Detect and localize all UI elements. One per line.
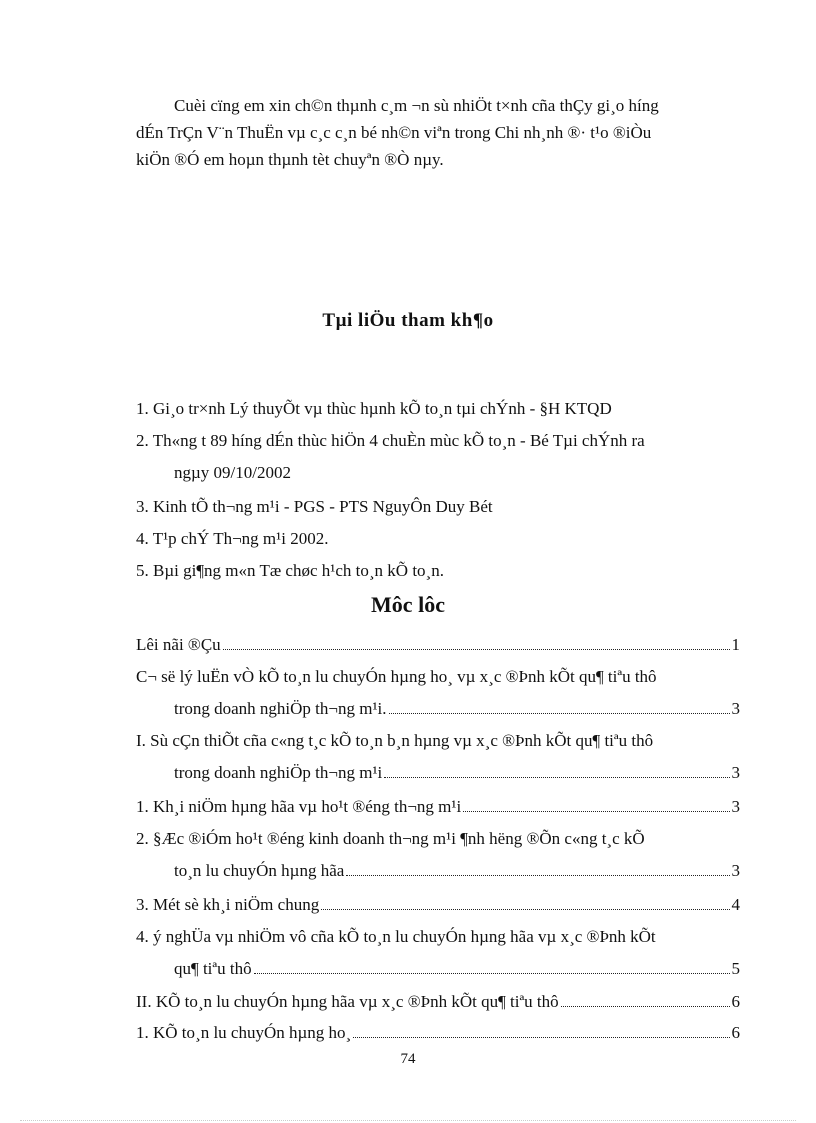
toc-entry-page: 3: [731, 763, 740, 782]
toc-leader: [389, 712, 730, 714]
toc-leader: [353, 1036, 729, 1038]
toc-entry-page: 3: [731, 699, 740, 718]
toc-entry-title: I. Sù cÇn thiÕt cña c«ng t¸c kÕ to¸n b¸n hµng vµ x¸c ®Þnh kÕt qu¶ tiªu thô: [136, 731, 654, 750]
paragraph-line: kiÖn ®Ó em hoµn thµnh tèt chuyªn ®Ò nµy.: [136, 150, 444, 169]
toc-heading: Môc lôc: [371, 592, 445, 617]
toc-entry-title: 1. KÕ to¸n lu chuyÓn hµng ho¸: [136, 1023, 352, 1042]
toc-entry-continued: [174, 698, 740, 720]
toc-entry-title: trong doanh nghiÖp th¬ng m¹i: [174, 763, 383, 782]
toc-entry: [136, 666, 740, 688]
toc-entry-continued: [174, 860, 740, 882]
toc-entry-continued: [174, 958, 740, 980]
toc-entry-title: to¸n lu chuyÓn hµng hãa: [174, 861, 345, 880]
references-heading: Tµi liÖu tham kh¶o: [322, 310, 494, 331]
paragraph-line: Cuèi cïng em xin ch©n thµnh c¸m ¬n sù nhiÖt t×nh cña thÇy gi¸o híng: [174, 96, 659, 115]
toc-entry-title: II. KÕ to¸n lu chuyÓn hµng hãa vµ x¸c ®Þnh kÕt qu¶ tiªu thô: [136, 992, 559, 1011]
toc-entry-page: 3: [731, 797, 740, 816]
toc-entry-title: Lêi nãi ®Çu: [136, 635, 221, 654]
toc-leader: [561, 1005, 730, 1007]
toc-entry-page: 6: [731, 992, 740, 1011]
toc-entry: [136, 991, 740, 1013]
reference-item: 3. Kinh tÕ th¬ng m¹i - PGS - PTS NguyÔn Duy Bét: [136, 497, 493, 516]
toc-entry-title: 3. Mét sè kh¸i niÖm chung: [136, 895, 320, 914]
toc-entry: [136, 894, 740, 916]
closing-paragraph: [136, 92, 739, 173]
toc-entry-title: 4. ý nghÜa vµ nhiÖm vô cña kÕ to¸n lu chuyÓn hµng hãa vµ x¸c ®Þnh kÕt: [136, 927, 656, 946]
reference-item: 4. T¹p chÝ Th¬ng m¹i 2002.: [136, 529, 329, 548]
toc-leader: [223, 648, 730, 650]
toc-entry-page: 4: [731, 895, 740, 914]
toc-entry-page: 3: [731, 861, 740, 880]
page-bottom-rule: [20, 1120, 796, 1121]
toc-leader: [463, 810, 729, 812]
toc-entry-title: 1. Kh¸i niÖm hµng hãa vµ ho¹t ®éng th¬ng m¹i: [136, 797, 462, 816]
toc-leader: [254, 972, 730, 974]
toc-entry-title: 2. §Æc ®iÓm ho¹t ®éng kinh doanh th¬ng m¹i ¶nh hëng ®Õn c«ng t¸c kÕ: [136, 829, 645, 848]
toc-entry: [136, 634, 740, 656]
toc-leader: [384, 776, 729, 778]
toc-leader: [321, 908, 729, 910]
reference-item-continued: ngµy 09/10/2002: [174, 463, 291, 482]
toc-entry: [136, 730, 740, 752]
toc-leader: [346, 874, 729, 876]
toc-entry-title: trong doanh nghiÖp th¬ng m¹i.: [174, 699, 387, 718]
toc-entry: [136, 796, 740, 818]
toc-entry: [136, 926, 740, 948]
toc-entry-title: C¬ së lý luËn vÒ kÕ to¸n lu chuyÓn hµng ho¸ vµ x¸c ®Þnh kÕt qu¶ tiªu thô: [136, 667, 657, 686]
reference-item: 5. Bµi gi¶ng m«n Tæ chøc h¹ch to¸n kÕ to¸n.: [136, 561, 444, 580]
toc-entry: [136, 1022, 740, 1044]
toc-entry-page: 6: [731, 1023, 740, 1042]
paragraph-line: dÉn TrÇn V¨n ThuËn vµ c¸c c¸n bé nh©n viªn trong Chi nh¸nh ®· t¹o ®iÒu: [136, 123, 652, 142]
toc-entry-page: 1: [731, 635, 740, 654]
toc-entry-title: qu¶ tiªu thô: [174, 959, 252, 978]
reference-item: 1. Gi¸o tr×nh Lý thuyÕt vµ thùc hµnh kÕ to¸n tµi chÝnh - §H KTQD: [136, 399, 612, 418]
page-number: 74: [400, 1051, 416, 1067]
toc-entry-page: 5: [731, 959, 740, 978]
toc-entry: [136, 828, 740, 850]
reference-item: 2. Th«ng t 89 híng dÉn thùc hiÖn 4 chuÈn mùc kÕ to¸n - Bé Tµi chÝnh ra: [136, 431, 645, 450]
toc-entry-continued: [174, 762, 740, 784]
